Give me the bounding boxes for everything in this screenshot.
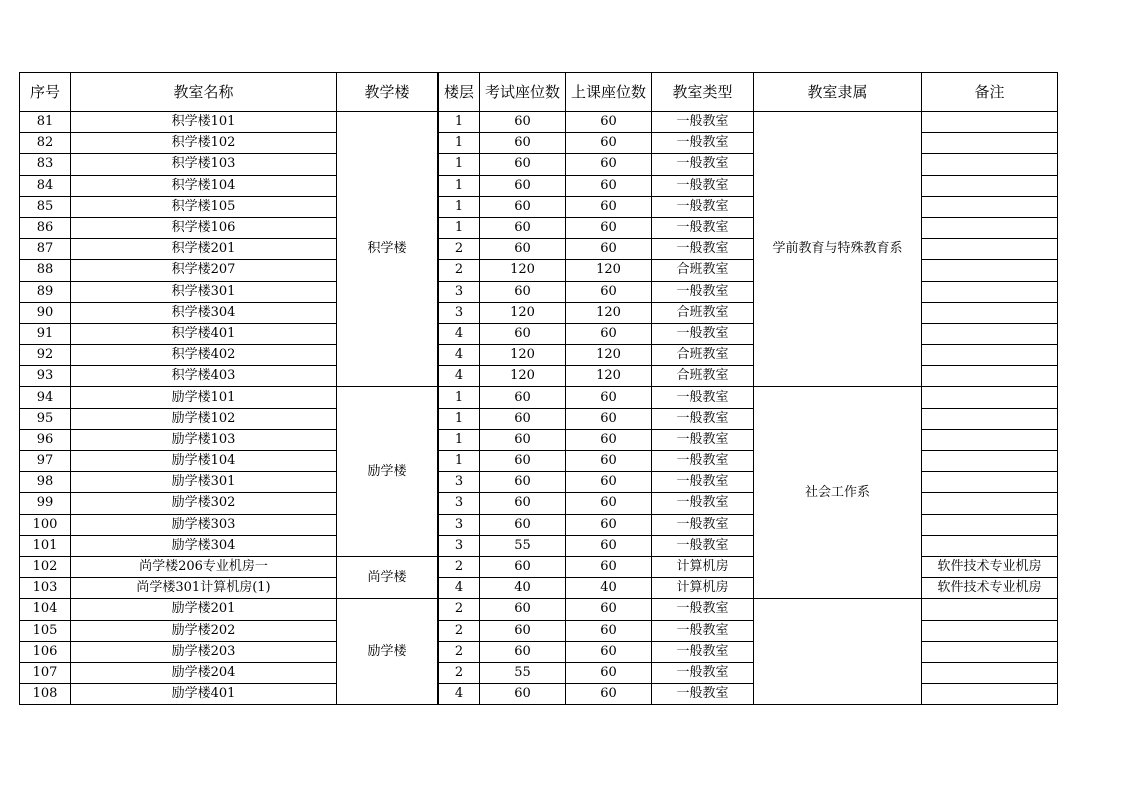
cell-exam-seats: 55 bbox=[480, 535, 566, 556]
cell-exam-seats: 60 bbox=[480, 429, 566, 450]
cell-class-seats: 60 bbox=[566, 387, 652, 408]
cell-exam-seats: 60 bbox=[480, 387, 566, 408]
cell-index: 87 bbox=[20, 239, 71, 260]
cell-room-type: 一般教室 bbox=[652, 387, 754, 408]
cell-floor: 1 bbox=[439, 429, 480, 450]
classroom-table bbox=[19, 72, 1058, 705]
cell-notes bbox=[922, 429, 1058, 450]
cell-class-seats: 60 bbox=[566, 514, 652, 535]
cell-class-seats: 60 bbox=[566, 662, 652, 683]
cell-floor: 3 bbox=[439, 281, 480, 302]
cell-room-type: 计算机房 bbox=[652, 578, 754, 599]
cell-index: 101 bbox=[20, 535, 71, 556]
cell-room-type: 一般教室 bbox=[652, 641, 754, 662]
cell-floor: 2 bbox=[439, 620, 480, 641]
cell-class-seats: 60 bbox=[566, 239, 652, 260]
cell-exam-seats: 120 bbox=[480, 302, 566, 323]
cell-class-seats: 60 bbox=[566, 429, 652, 450]
cell-notes bbox=[922, 323, 1058, 344]
cell-floor: 1 bbox=[439, 133, 480, 154]
cell-room-type: 一般教室 bbox=[652, 323, 754, 344]
header-room-name: 教室名称 bbox=[71, 73, 337, 112]
cell-notes bbox=[922, 366, 1058, 387]
cell-floor: 1 bbox=[439, 196, 480, 217]
cell-building: 尚学楼 bbox=[337, 556, 438, 598]
cell-room-type: 一般教室 bbox=[652, 175, 754, 196]
cell-index: 102 bbox=[20, 556, 71, 577]
cell-room-type: 一般教室 bbox=[652, 514, 754, 535]
cell-floor: 4 bbox=[439, 578, 480, 599]
header-department: 教室隶属 bbox=[754, 73, 922, 112]
cell-room-name: 积学楼301 bbox=[71, 281, 337, 302]
cell-exam-seats: 60 bbox=[480, 472, 566, 493]
cell-room-name: 励学楼401 bbox=[71, 684, 337, 705]
cell-floor: 3 bbox=[439, 472, 480, 493]
cell-class-seats: 60 bbox=[566, 196, 652, 217]
cell-notes bbox=[922, 175, 1058, 196]
header-notes: 备注 bbox=[922, 73, 1058, 112]
cell-class-seats: 60 bbox=[566, 281, 652, 302]
cell-floor: 4 bbox=[439, 345, 480, 366]
cell-class-seats: 60 bbox=[566, 154, 652, 175]
cell-index: 103 bbox=[20, 578, 71, 599]
cell-room-type: 合班教室 bbox=[652, 260, 754, 281]
cell-notes bbox=[922, 302, 1058, 323]
cell-room-type: 合班教室 bbox=[652, 302, 754, 323]
cell-class-seats: 60 bbox=[566, 535, 652, 556]
cell-index: 106 bbox=[20, 641, 71, 662]
cell-exam-seats: 40 bbox=[480, 578, 566, 599]
cell-exam-seats: 60 bbox=[480, 154, 566, 175]
cell-room-type: 一般教室 bbox=[652, 684, 754, 705]
cell-department: 社会工作系 bbox=[754, 387, 922, 599]
header-room-type: 教室类型 bbox=[652, 73, 754, 112]
cell-notes: 软件技术专业机房 bbox=[922, 556, 1058, 577]
cell-notes bbox=[922, 684, 1058, 705]
cell-exam-seats: 60 bbox=[480, 112, 566, 133]
cell-room-type: 一般教室 bbox=[652, 154, 754, 175]
cell-room-type: 一般教室 bbox=[652, 472, 754, 493]
cell-floor: 1 bbox=[439, 154, 480, 175]
cell-class-seats: 60 bbox=[566, 451, 652, 472]
cell-room-name: 积学楼101 bbox=[71, 112, 337, 133]
table-row bbox=[20, 387, 1058, 408]
cell-index: 94 bbox=[20, 387, 71, 408]
cell-notes bbox=[922, 451, 1058, 472]
cell-index: 104 bbox=[20, 599, 71, 620]
cell-index: 92 bbox=[20, 345, 71, 366]
cell-notes bbox=[922, 620, 1058, 641]
cell-notes bbox=[922, 472, 1058, 493]
cell-class-seats: 120 bbox=[566, 302, 652, 323]
cell-room-type: 一般教室 bbox=[652, 133, 754, 154]
cell-index: 107 bbox=[20, 662, 71, 683]
cell-class-seats: 60 bbox=[566, 641, 652, 662]
cell-floor: 3 bbox=[439, 493, 480, 514]
cell-index: 100 bbox=[20, 514, 71, 535]
cell-index: 86 bbox=[20, 217, 71, 238]
cell-index: 97 bbox=[20, 451, 71, 472]
cell-floor: 1 bbox=[439, 175, 480, 196]
cell-room-type: 一般教室 bbox=[652, 408, 754, 429]
cell-index: 105 bbox=[20, 620, 71, 641]
cell-exam-seats: 60 bbox=[480, 175, 566, 196]
cell-class-seats: 60 bbox=[566, 175, 652, 196]
cell-room-name: 积学楼105 bbox=[71, 196, 337, 217]
cell-room-type: 一般教室 bbox=[652, 429, 754, 450]
cell-exam-seats: 55 bbox=[480, 662, 566, 683]
cell-room-type: 一般教室 bbox=[652, 112, 754, 133]
cell-room-name: 积学楼102 bbox=[71, 133, 337, 154]
table-row bbox=[20, 112, 1058, 133]
cell-exam-seats: 60 bbox=[480, 620, 566, 641]
cell-room-name: 励学楼102 bbox=[71, 408, 337, 429]
cell-floor: 1 bbox=[439, 112, 480, 133]
cell-floor: 2 bbox=[439, 239, 480, 260]
cell-room-name: 励学楼101 bbox=[71, 387, 337, 408]
cell-room-type: 一般教室 bbox=[652, 196, 754, 217]
cell-notes bbox=[922, 112, 1058, 133]
cell-room-name: 励学楼103 bbox=[71, 429, 337, 450]
cell-index: 108 bbox=[20, 684, 71, 705]
cell-notes bbox=[922, 345, 1058, 366]
cell-room-name: 积学楼402 bbox=[71, 345, 337, 366]
cell-room-name: 积学楼106 bbox=[71, 217, 337, 238]
cell-class-seats: 60 bbox=[566, 472, 652, 493]
cell-class-seats: 120 bbox=[566, 345, 652, 366]
cell-room-type: 一般教室 bbox=[652, 535, 754, 556]
cell-exam-seats: 60 bbox=[480, 641, 566, 662]
cell-room-name: 尚学楼206专业机房一 bbox=[71, 556, 337, 577]
cell-notes bbox=[922, 217, 1058, 238]
cell-floor: 3 bbox=[439, 535, 480, 556]
cell-floor: 3 bbox=[439, 302, 480, 323]
cell-room-name: 积学楼304 bbox=[71, 302, 337, 323]
cell-exam-seats: 60 bbox=[480, 599, 566, 620]
cell-room-type: 一般教室 bbox=[652, 239, 754, 260]
cell-index: 85 bbox=[20, 196, 71, 217]
cell-exam-seats: 60 bbox=[480, 514, 566, 535]
cell-exam-seats: 60 bbox=[480, 133, 566, 154]
cell-room-name: 励学楼204 bbox=[71, 662, 337, 683]
cell-index: 84 bbox=[20, 175, 71, 196]
cell-exam-seats: 60 bbox=[480, 239, 566, 260]
cell-class-seats: 60 bbox=[566, 556, 652, 577]
cell-index: 96 bbox=[20, 429, 71, 450]
cell-notes bbox=[922, 260, 1058, 281]
cell-room-name: 尚学楼301计算机房(1) bbox=[71, 578, 337, 599]
cell-class-seats: 60 bbox=[566, 408, 652, 429]
cell-floor: 1 bbox=[439, 217, 480, 238]
cell-notes bbox=[922, 387, 1058, 408]
cell-class-seats: 40 bbox=[566, 578, 652, 599]
cell-class-seats: 60 bbox=[566, 112, 652, 133]
cell-exam-seats: 60 bbox=[480, 217, 566, 238]
cell-room-type: 一般教室 bbox=[652, 451, 754, 472]
cell-room-type: 计算机房 bbox=[652, 556, 754, 577]
cell-room-name: 积学楼104 bbox=[71, 175, 337, 196]
cell-floor: 2 bbox=[439, 641, 480, 662]
cell-class-seats: 120 bbox=[566, 260, 652, 281]
cell-room-name: 励学楼302 bbox=[71, 493, 337, 514]
cell-class-seats: 60 bbox=[566, 493, 652, 514]
cell-room-type: 一般教室 bbox=[652, 599, 754, 620]
cell-building: 励学楼 bbox=[337, 599, 438, 705]
cell-index: 90 bbox=[20, 302, 71, 323]
cell-room-type: 一般教室 bbox=[652, 662, 754, 683]
cell-exam-seats: 60 bbox=[480, 493, 566, 514]
table-row bbox=[20, 599, 1058, 620]
cell-room-type: 合班教室 bbox=[652, 366, 754, 387]
header-class-seats: 上课座位数 bbox=[566, 73, 652, 112]
cell-index: 98 bbox=[20, 472, 71, 493]
header-floor: 楼层 bbox=[439, 73, 480, 112]
cell-floor: 4 bbox=[439, 366, 480, 387]
cell-notes bbox=[922, 641, 1058, 662]
header-row bbox=[20, 73, 1058, 112]
cell-index: 93 bbox=[20, 366, 71, 387]
cell-room-name: 积学楼403 bbox=[71, 366, 337, 387]
cell-exam-seats: 120 bbox=[480, 345, 566, 366]
cell-notes bbox=[922, 196, 1058, 217]
cell-room-name: 励学楼303 bbox=[71, 514, 337, 535]
cell-room-type: 一般教室 bbox=[652, 281, 754, 302]
cell-exam-seats: 120 bbox=[480, 260, 566, 281]
cell-floor: 3 bbox=[439, 514, 480, 535]
cell-department bbox=[754, 599, 922, 705]
cell-room-name: 励学楼301 bbox=[71, 472, 337, 493]
cell-notes bbox=[922, 535, 1058, 556]
cell-floor: 2 bbox=[439, 599, 480, 620]
cell-room-name: 励学楼203 bbox=[71, 641, 337, 662]
cell-notes bbox=[922, 662, 1058, 683]
cell-floor: 1 bbox=[439, 408, 480, 429]
cell-exam-seats: 60 bbox=[480, 556, 566, 577]
cell-notes bbox=[922, 493, 1058, 514]
cell-exam-seats: 60 bbox=[480, 408, 566, 429]
cell-index: 89 bbox=[20, 281, 71, 302]
cell-building: 励学楼 bbox=[337, 387, 438, 557]
cell-department: 学前教育与特殊教育系 bbox=[754, 112, 922, 387]
cell-building: 积学楼 bbox=[337, 112, 438, 387]
cell-notes bbox=[922, 408, 1058, 429]
cell-class-seats: 60 bbox=[566, 599, 652, 620]
cell-exam-seats: 60 bbox=[480, 281, 566, 302]
cell-index: 88 bbox=[20, 260, 71, 281]
cell-floor: 1 bbox=[439, 387, 480, 408]
cell-exam-seats: 120 bbox=[480, 366, 566, 387]
cell-floor: 2 bbox=[439, 556, 480, 577]
cell-exam-seats: 60 bbox=[480, 451, 566, 472]
cell-index: 81 bbox=[20, 112, 71, 133]
cell-room-name: 励学楼202 bbox=[71, 620, 337, 641]
cell-index: 83 bbox=[20, 154, 71, 175]
cell-exam-seats: 60 bbox=[480, 196, 566, 217]
cell-room-name: 积学楼103 bbox=[71, 154, 337, 175]
cell-room-type: 一般教室 bbox=[652, 217, 754, 238]
header-index: 序号 bbox=[20, 73, 71, 112]
cell-room-type: 一般教室 bbox=[652, 620, 754, 641]
cell-index: 95 bbox=[20, 408, 71, 429]
cell-class-seats: 120 bbox=[566, 366, 652, 387]
cell-room-name: 励学楼201 bbox=[71, 599, 337, 620]
cell-notes bbox=[922, 239, 1058, 260]
cell-class-seats: 60 bbox=[566, 133, 652, 154]
cell-room-type: 合班教室 bbox=[652, 345, 754, 366]
cell-index: 99 bbox=[20, 493, 71, 514]
cell-floor: 2 bbox=[439, 662, 480, 683]
cell-room-type: 一般教室 bbox=[652, 493, 754, 514]
cell-notes bbox=[922, 514, 1058, 535]
cell-index: 91 bbox=[20, 323, 71, 344]
cell-room-name: 励学楼104 bbox=[71, 451, 337, 472]
header-exam-seats: 考试座位数 bbox=[480, 73, 566, 112]
cell-class-seats: 60 bbox=[566, 684, 652, 705]
cell-notes bbox=[922, 154, 1058, 175]
cell-floor: 2 bbox=[439, 260, 480, 281]
cell-notes bbox=[922, 281, 1058, 302]
cell-exam-seats: 60 bbox=[480, 684, 566, 705]
cell-notes: 软件技术专业机房 bbox=[922, 578, 1058, 599]
cell-index: 82 bbox=[20, 133, 71, 154]
cell-floor: 4 bbox=[439, 684, 480, 705]
cell-notes bbox=[922, 599, 1058, 620]
cell-class-seats: 60 bbox=[566, 217, 652, 238]
header-building: 教学楼 bbox=[337, 73, 438, 112]
cell-floor: 1 bbox=[439, 451, 480, 472]
cell-floor: 4 bbox=[439, 323, 480, 344]
cell-notes bbox=[922, 133, 1058, 154]
cell-class-seats: 60 bbox=[566, 620, 652, 641]
cell-room-name: 励学楼304 bbox=[71, 535, 337, 556]
cell-room-name: 积学楼201 bbox=[71, 239, 337, 260]
cell-exam-seats: 60 bbox=[480, 323, 566, 344]
cell-room-name: 积学楼207 bbox=[71, 260, 337, 281]
cell-room-name: 积学楼401 bbox=[71, 323, 337, 344]
cell-class-seats: 60 bbox=[566, 323, 652, 344]
